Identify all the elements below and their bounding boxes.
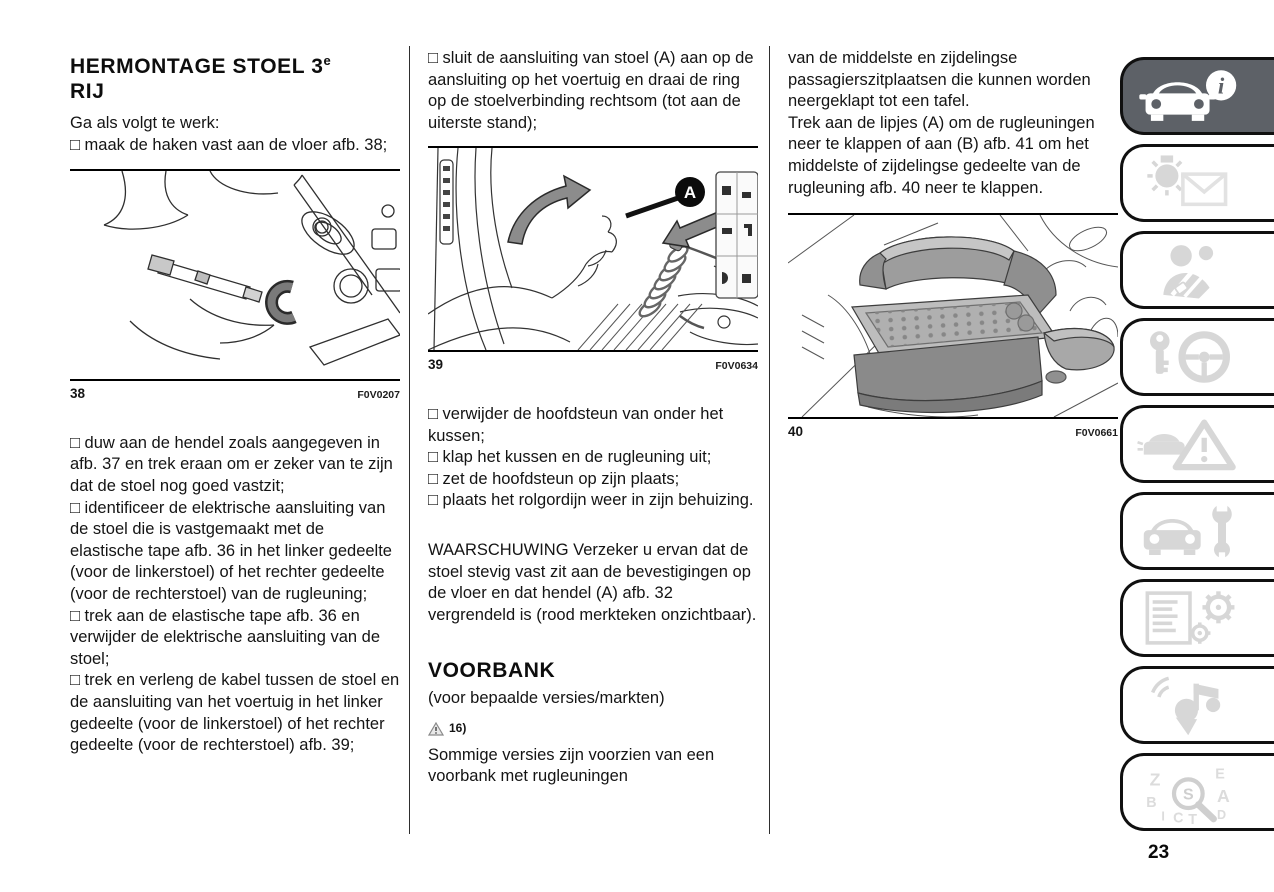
tab-technical-data[interactable] — [1120, 579, 1274, 657]
index-letter: A — [1216, 786, 1230, 807]
warning-ref-number: 16) — [449, 720, 467, 735]
figure-38 — [70, 169, 400, 407]
tab-index[interactable] — [1120, 753, 1274, 831]
body-text: van de middelste en zijdelingse passagierszitplaatsen die kunnen worden neergeklapt tot een tafel. — [788, 49, 1091, 111]
section-title-hermontage — [70, 48, 400, 104]
index-letter: E — [1215, 766, 1225, 783]
document-gears-icon — [1131, 586, 1249, 650]
warning-light-message-icon — [1131, 151, 1249, 215]
warning-paragraph: WAARSCHUWING Verzeker u ervan dat de stoel stevig vast zit aan de bevestigingen op de vloer en dat hendel (A) afb. 32 vergrendeld is (rood merkteken onzichtbaar). — [428, 540, 757, 624]
tab-warning-lights-and-messages[interactable] — [1120, 144, 1274, 222]
figure-code: F0V0661 — [1075, 427, 1118, 440]
callout-leader-line — [626, 198, 678, 216]
car-info-icon — [1131, 64, 1249, 128]
bullet-item: □ verwijder de hoofdsteun van onder het kussen; — [428, 404, 724, 445]
page-number: 23 — [1148, 842, 1170, 863]
left-column — [70, 48, 400, 757]
chapter-tab-sidebar — [1120, 57, 1274, 840]
bullet-item: □ sluit de aansluiting van stoel (A) aan op de aansluiting op het voertuig en draai de ring op de stoelverbinding rechtsom (tot aan de uiterste stand); — [428, 49, 754, 132]
tab-multimedia[interactable] — [1120, 666, 1274, 744]
warning-triangle-icon — [428, 722, 444, 736]
figure-39-caption — [428, 354, 758, 378]
column-divider — [409, 46, 410, 834]
connector-drawing — [428, 148, 758, 350]
seatbelt-person-icon — [1131, 238, 1249, 302]
intro-text: Ga als volgt te werk: — [70, 114, 220, 132]
curved-arrow — [508, 176, 590, 244]
tab-servicing-and-care[interactable] — [1120, 492, 1274, 570]
middle-column — [428, 48, 758, 788]
body-text: Trek aan de lipjes (A) om de rugleuningen neer te klappen of aan (B) afb. 41 om het middelste of zijdelingse gedeelte van de rugleuning afb. 40 neer te klappen. — [788, 113, 1095, 197]
body-text: Sommige versies zijn voorzien van een voorbank met rugleuningen — [428, 745, 715, 786]
index-letter: C — [1173, 810, 1184, 824]
car-warning-triangle-icon — [1131, 412, 1249, 476]
folded-bench-table-drawing — [788, 215, 1118, 417]
voorbank-section — [428, 658, 758, 787]
figure-39 — [428, 146, 758, 378]
key-steering-wheel-icon — [1131, 325, 1249, 389]
section-title-superscript: e — [323, 53, 332, 68]
right-column — [788, 48, 1118, 445]
section-title-line1: HERMONTAGE STOEL 3 — [70, 55, 324, 78]
index-letter: D — [1216, 807, 1227, 822]
tab-starting-and-driving[interactable] — [1120, 318, 1274, 396]
figure-40 — [788, 213, 1118, 445]
tab-vehicle-info[interactable] — [1120, 57, 1274, 135]
figure-39-illustration — [428, 146, 758, 352]
figure-number: 38 — [70, 386, 86, 402]
figure-code: F0V0634 — [715, 360, 758, 373]
warning-reference — [428, 718, 758, 740]
tab-safety[interactable] — [1120, 231, 1274, 309]
figure-number: 39 — [428, 357, 444, 373]
tab-emergency[interactable] — [1120, 405, 1274, 483]
index-search-icon — [1131, 760, 1249, 824]
callout-a-label: A — [683, 182, 697, 202]
column-divider — [769, 46, 770, 834]
bullet-item: □ trek aan de elastische tape afb. 36 en verwijder de elektrische aansluiting van de stoel; — [70, 606, 381, 668]
section-title-voorbank: VOORBANK — [428, 659, 556, 683]
section-subtitle: (voor bepaalde versies/markten) — [428, 689, 665, 708]
bullet-item: □ zet de hoofdsteun op zijn plaats; — [428, 469, 680, 488]
figure-code: F0V0207 — [357, 389, 400, 402]
info-letter: i — [1217, 72, 1225, 99]
bullet-item: □ klap het kussen en de rugleuning uit; — [428, 448, 712, 467]
bullet-item: □ plaats het rolgordijn weer in zijn behuizing. — [428, 491, 754, 510]
car-wrench-icon — [1131, 499, 1249, 563]
figure-38-caption — [70, 383, 400, 407]
bullet-list — [70, 433, 400, 757]
figure-38-illustration — [70, 169, 400, 381]
floor-hook-drawing — [70, 171, 400, 379]
index-letter: B — [1146, 795, 1157, 812]
bullet-item: □ identificeer de elektrische aansluiting van de stoel die is vastgemaakt met de elastische tape afb. 36 in het linker gedeelte (voor de linkerstoel) of het rechter gedeelte (voor de rechterstoel) van de rugleuning; — [70, 498, 392, 603]
index-letter: S — [1182, 786, 1194, 804]
figure-40-caption — [788, 421, 1118, 445]
index-letter: Z — [1149, 769, 1161, 790]
bullet-item: □ duw aan de hendel zoals aangegeven in afb. 37 en trek eraan om er zeker van te zijn dat de stoel nog goed vastzit; — [70, 433, 393, 495]
figure-40-illustration — [788, 213, 1118, 419]
bullet-item: □ trek en verleng de kabel tussen de stoel en de aansluiting van het voertuig in het linker gedeelte (voor de linkerstoel) of het rechter gedeelte (voor de rechterstoel) afb. 39; — [70, 671, 400, 755]
figure-number: 40 — [788, 424, 804, 440]
section-title-line2: RIJ — [70, 80, 105, 103]
index-letter: T — [1188, 812, 1198, 824]
music-note-icon — [1131, 673, 1249, 737]
bullet-item: □ maak de haken vast aan de vloer afb. 38; — [70, 135, 388, 154]
bullet-list — [428, 404, 758, 512]
index-letter: I — [1161, 809, 1165, 824]
